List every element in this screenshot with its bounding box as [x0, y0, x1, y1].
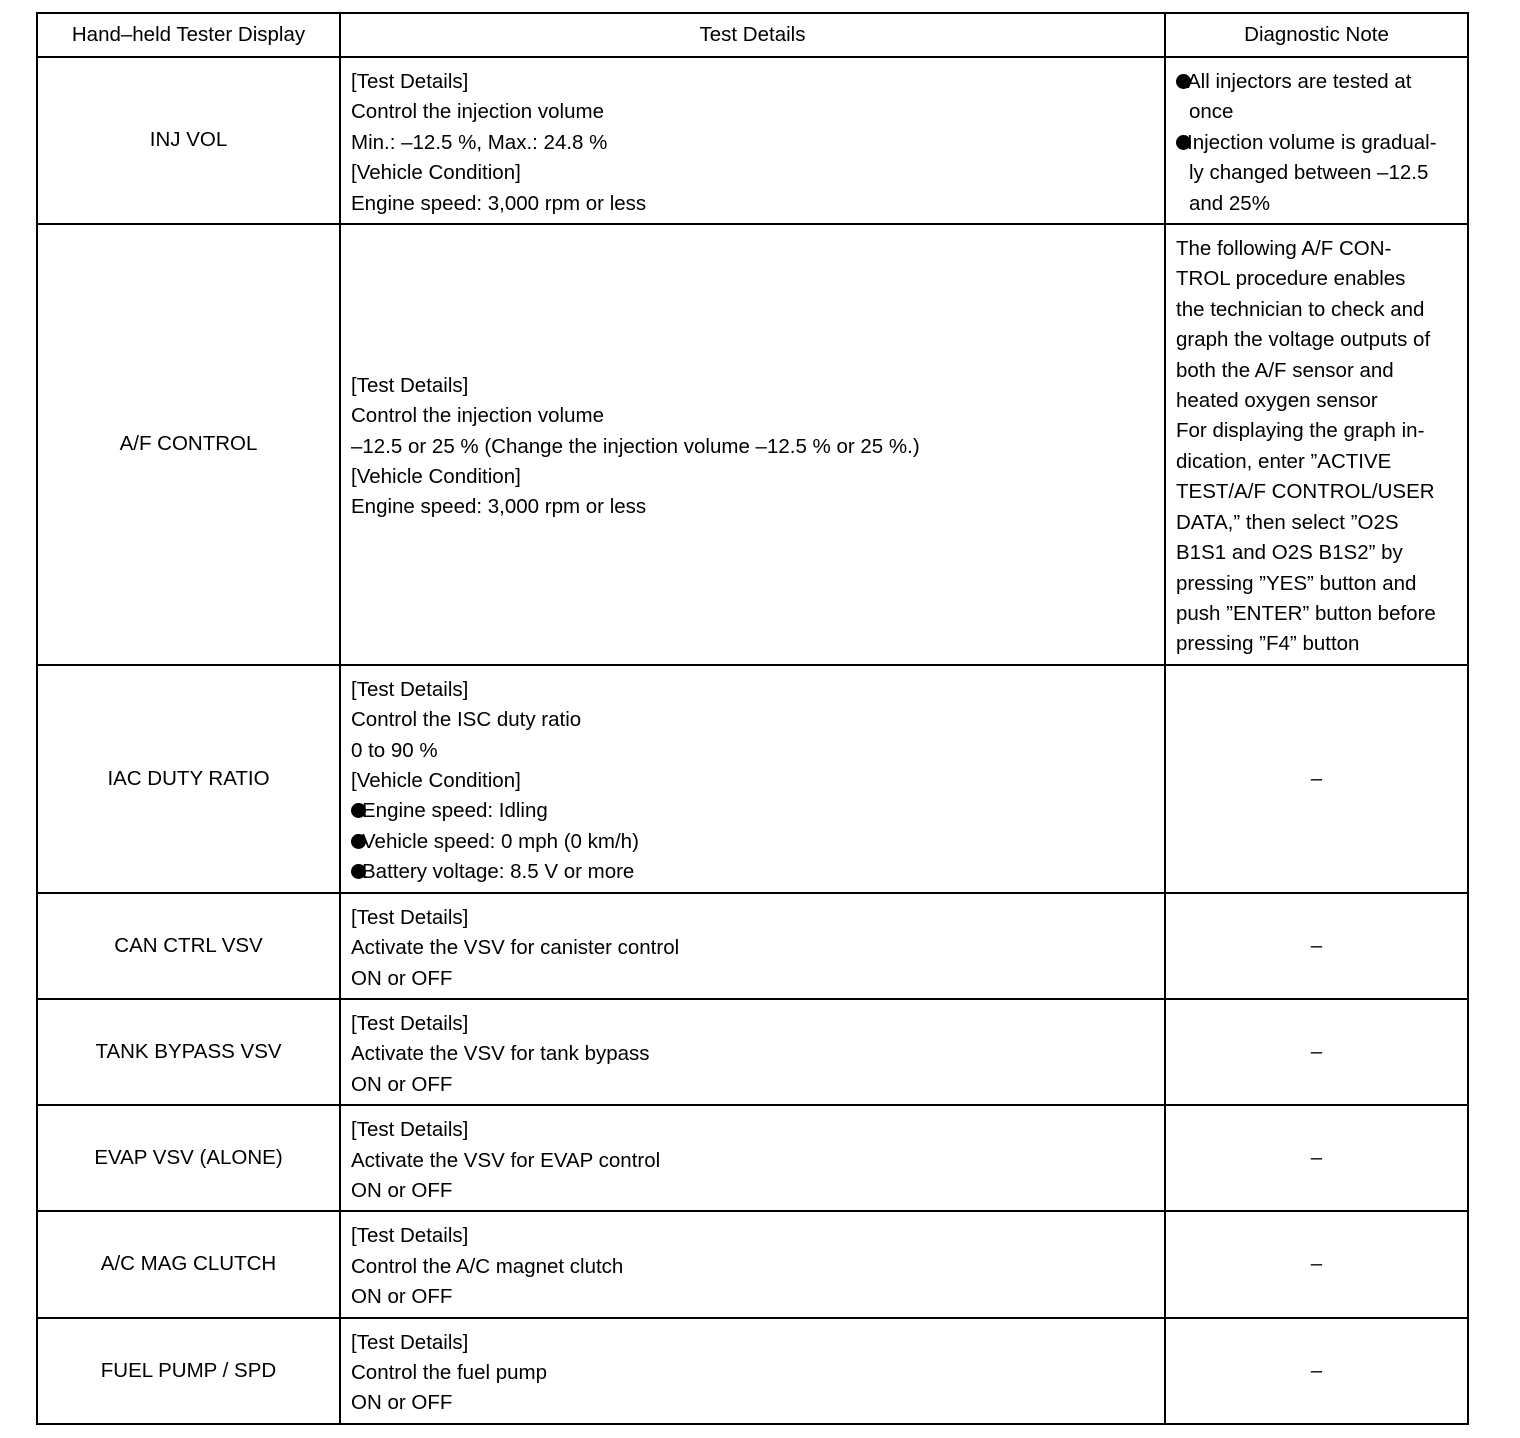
- details-bullet-line: Vehicle speed: 0 mph (0 km/h): [362, 829, 639, 853]
- diagnostic-note-cell: –: [1165, 999, 1468, 1105]
- test-details-cell: [340, 999, 1165, 1105]
- note-line: The following A/F CON-: [1176, 237, 1392, 261]
- tester-display-cell: A/C MAG CLUTCH: [37, 1211, 340, 1317]
- details-line: 0 to 90 %: [351, 738, 438, 762]
- note-line: DATA,” then select ”O2S: [1176, 510, 1399, 534]
- details-line: [Test Details]: [351, 1118, 469, 1142]
- note-line: B1S1 and O2S B1S2” by: [1176, 541, 1403, 565]
- table-row: [37, 665, 1468, 893]
- header-test-details: Test Details: [340, 13, 1165, 57]
- table-row: [37, 1105, 1468, 1211]
- table-row: [37, 57, 1468, 224]
- tester-display-cell: EVAP VSV (ALONE): [37, 1105, 340, 1211]
- details-line: Control the injection volume: [351, 100, 604, 124]
- details-line: Control the ISC duty ratio: [351, 708, 582, 732]
- details-line: Engine speed: 3,000 rpm or less: [351, 191, 647, 215]
- test-details-cell: [340, 893, 1165, 999]
- diagnostic-note-cell: –: [1165, 1318, 1468, 1424]
- note-line: For displaying the graph in-: [1176, 419, 1425, 443]
- test-details-cell: [340, 1211, 1165, 1317]
- table-row: [37, 224, 1468, 665]
- details-line: [Test Details]: [351, 1224, 469, 1248]
- details-line: [Vehicle Condition]: [351, 161, 521, 185]
- diagnostic-note-cell: –: [1165, 665, 1468, 893]
- tester-display-cell: TANK BYPASS VSV: [37, 999, 340, 1105]
- table-row: [37, 1318, 1468, 1424]
- header-tester-display: Hand–held Tester Display: [37, 13, 340, 57]
- tester-display-cell: INJ VOL: [37, 57, 340, 224]
- tester-display-cell: FUEL PUMP / SPD: [37, 1318, 340, 1424]
- details-line: [Test Details]: [351, 70, 469, 93]
- tester-display-cell: IAC DUTY RATIO: [37, 665, 340, 893]
- details-line: ON or OFF: [351, 966, 453, 990]
- note-line: ly changed between –12.5: [1189, 161, 1429, 185]
- note-line: heated oxygen sensor: [1176, 389, 1378, 413]
- note-line: Injection volume is gradual-: [1187, 130, 1437, 154]
- note-line: pressing ”YES” button and: [1176, 571, 1417, 595]
- note-line: pressing ”F4” button: [1176, 632, 1360, 656]
- details-line: ON or OFF: [351, 1178, 453, 1202]
- diagnostic-note-cell: [1165, 224, 1468, 665]
- active-test-table: [36, 12, 1469, 1425]
- test-details-cell: [340, 57, 1165, 224]
- header-row: [37, 13, 1468, 57]
- diagnostic-note-cell: [1165, 57, 1468, 224]
- note-line: and 25%: [1189, 191, 1270, 215]
- details-line: Control the A/C magnet clutch: [351, 1254, 624, 1278]
- details-line: [Test Details]: [351, 1011, 469, 1035]
- details-line: –12.5 or 25 % (Change the injection volume –12.5 % or 25 %.): [351, 434, 920, 458]
- table-row: [37, 893, 1468, 999]
- table-row: [37, 999, 1468, 1105]
- note-line: TROL procedure enables: [1176, 267, 1406, 291]
- details-line: ON or OFF: [351, 1391, 453, 1415]
- note-line: All injectors are tested at: [1187, 70, 1412, 93]
- details-line: ON or OFF: [351, 1072, 453, 1096]
- note-line: TEST/A/F CONTROL/USER: [1176, 480, 1435, 504]
- table-row: [37, 1211, 1468, 1317]
- details-line: Control the injection volume: [351, 404, 604, 428]
- details-line: Activate the VSV for canister control: [351, 936, 680, 960]
- note-line: graph the voltage outputs of: [1176, 328, 1431, 352]
- test-details-cell: [340, 1105, 1165, 1211]
- details-bullet-line: Battery voltage: 8.5 V or more: [362, 860, 635, 884]
- details-line: [Test Details]: [351, 1330, 469, 1354]
- note-line: dication, enter ”ACTIVE: [1176, 449, 1392, 473]
- test-details-cell: [340, 665, 1165, 893]
- note-line: once: [1189, 100, 1234, 124]
- details-line: [Vehicle Condition]: [351, 465, 521, 489]
- note-line: both the A/F sensor and: [1176, 358, 1394, 382]
- test-details-cell: [340, 224, 1165, 665]
- details-line: Min.: –12.5 %, Max.: 24.8 %: [351, 130, 608, 154]
- details-line: [Test Details]: [351, 905, 469, 929]
- details-line: [Test Details]: [351, 677, 469, 701]
- details-line: [Test Details]: [351, 373, 469, 397]
- details-line: Activate the VSV for tank bypass: [351, 1042, 650, 1066]
- diagnostic-note-cell: –: [1165, 893, 1468, 999]
- details-line: Control the fuel pump: [351, 1361, 548, 1384]
- tester-display-cell: A/F CONTROL: [37, 224, 340, 665]
- test-details-cell: [340, 1318, 1165, 1424]
- diagnostic-note-cell: –: [1165, 1211, 1468, 1317]
- header-diagnostic-note: Diagnostic Note: [1165, 13, 1468, 57]
- note-line: the technician to check and: [1176, 297, 1425, 321]
- details-line: Engine speed: 3,000 rpm or less: [351, 495, 647, 519]
- details-line: Activate the VSV for EVAP control: [351, 1148, 661, 1172]
- note-line: push ”ENTER” button before: [1176, 601, 1436, 625]
- diagnostic-note-cell: –: [1165, 1105, 1468, 1211]
- tester-display-cell: CAN CTRL VSV: [37, 893, 340, 999]
- details-bullet-line: Engine speed: Idling: [362, 799, 548, 823]
- details-line: ON or OFF: [351, 1285, 453, 1309]
- details-line: [Vehicle Condition]: [351, 768, 521, 792]
